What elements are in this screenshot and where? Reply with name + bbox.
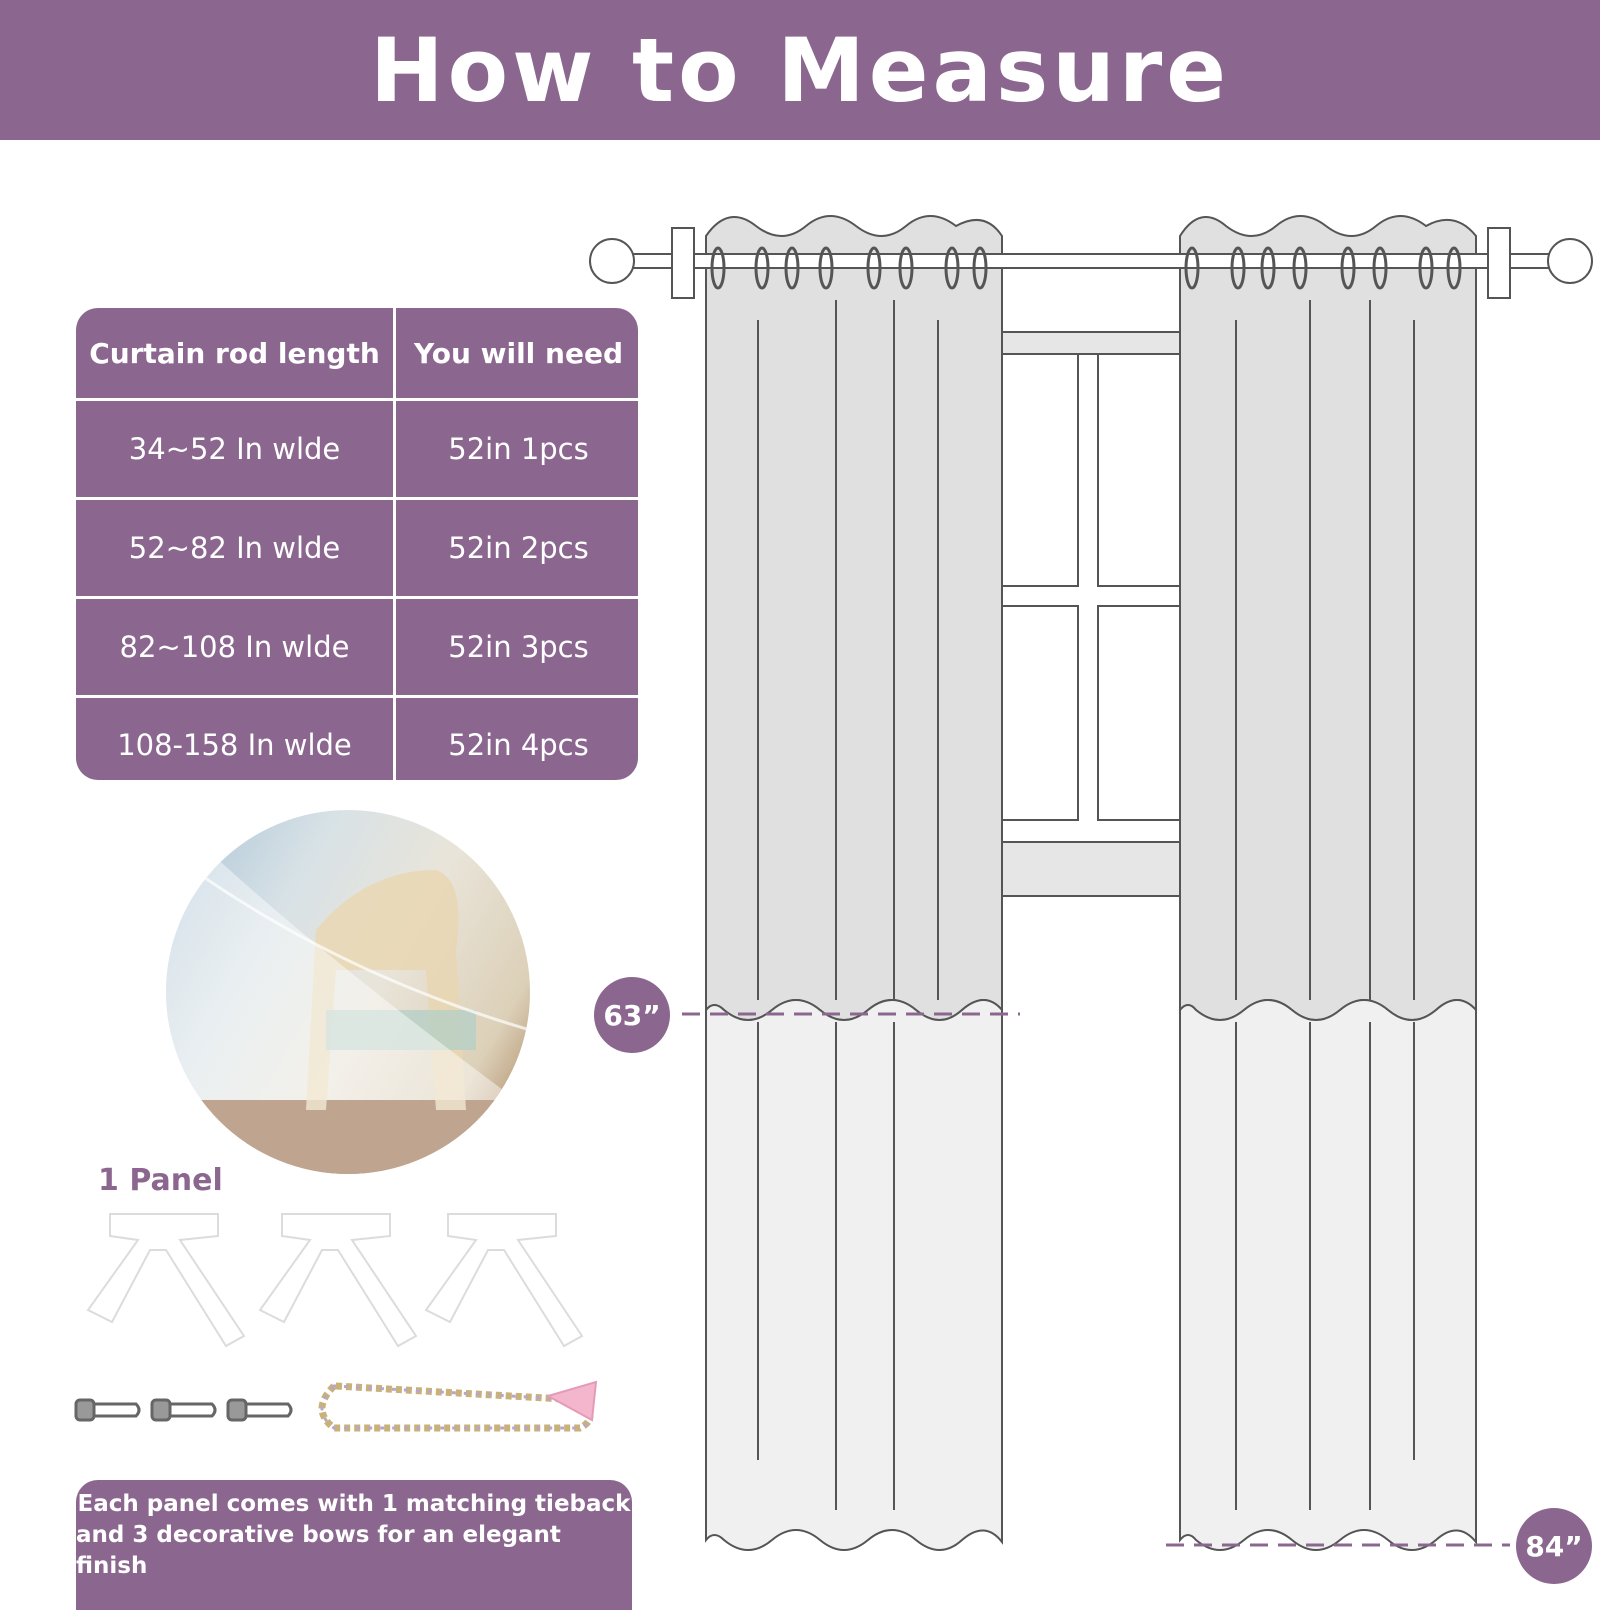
window-icon xyxy=(1002,332,1182,896)
table-cell-rod-length: 52~82 In wlde xyxy=(76,500,393,596)
bow-icon xyxy=(88,1214,582,1346)
info-line: and 3 decorative bows for an elegant finish xyxy=(76,1521,561,1579)
right-curtain xyxy=(1180,216,1476,1550)
table-cell-need: 52in 1pcs xyxy=(396,401,638,497)
table-cell-rod-length: 82~108 In wlde xyxy=(76,599,393,695)
table-cell-need: 52in 3pcs xyxy=(396,599,638,695)
size-table xyxy=(76,308,638,780)
tieback-rope-icon xyxy=(322,1382,596,1428)
table-cell-rod-length: 108-158 In wlde xyxy=(76,698,393,780)
safety-pin-icon xyxy=(76,1400,291,1420)
page-title: How to Measure xyxy=(370,18,1230,122)
left-curtain xyxy=(706,216,1002,1550)
measure-badge-63: 63” xyxy=(594,977,670,1053)
table-cell-need: 52in 4pcs xyxy=(396,698,638,780)
info-line: Each panel comes with 1 matching tieback xyxy=(77,1490,631,1517)
table-header-rod-length: Curtain rod length xyxy=(76,308,393,398)
measure-badge-84: 84” xyxy=(1516,1508,1592,1584)
info-box xyxy=(76,1480,632,1610)
sheer-fabric-photo xyxy=(166,810,530,1174)
curtain-photo xyxy=(166,810,530,1174)
panel-label: 1 Panel xyxy=(98,1163,223,1198)
table-cell-rod-length: 34~52 In wlde xyxy=(76,401,393,497)
table-header-need: You will need xyxy=(396,308,638,398)
table-cell-need: 52in 2pcs xyxy=(396,500,638,596)
